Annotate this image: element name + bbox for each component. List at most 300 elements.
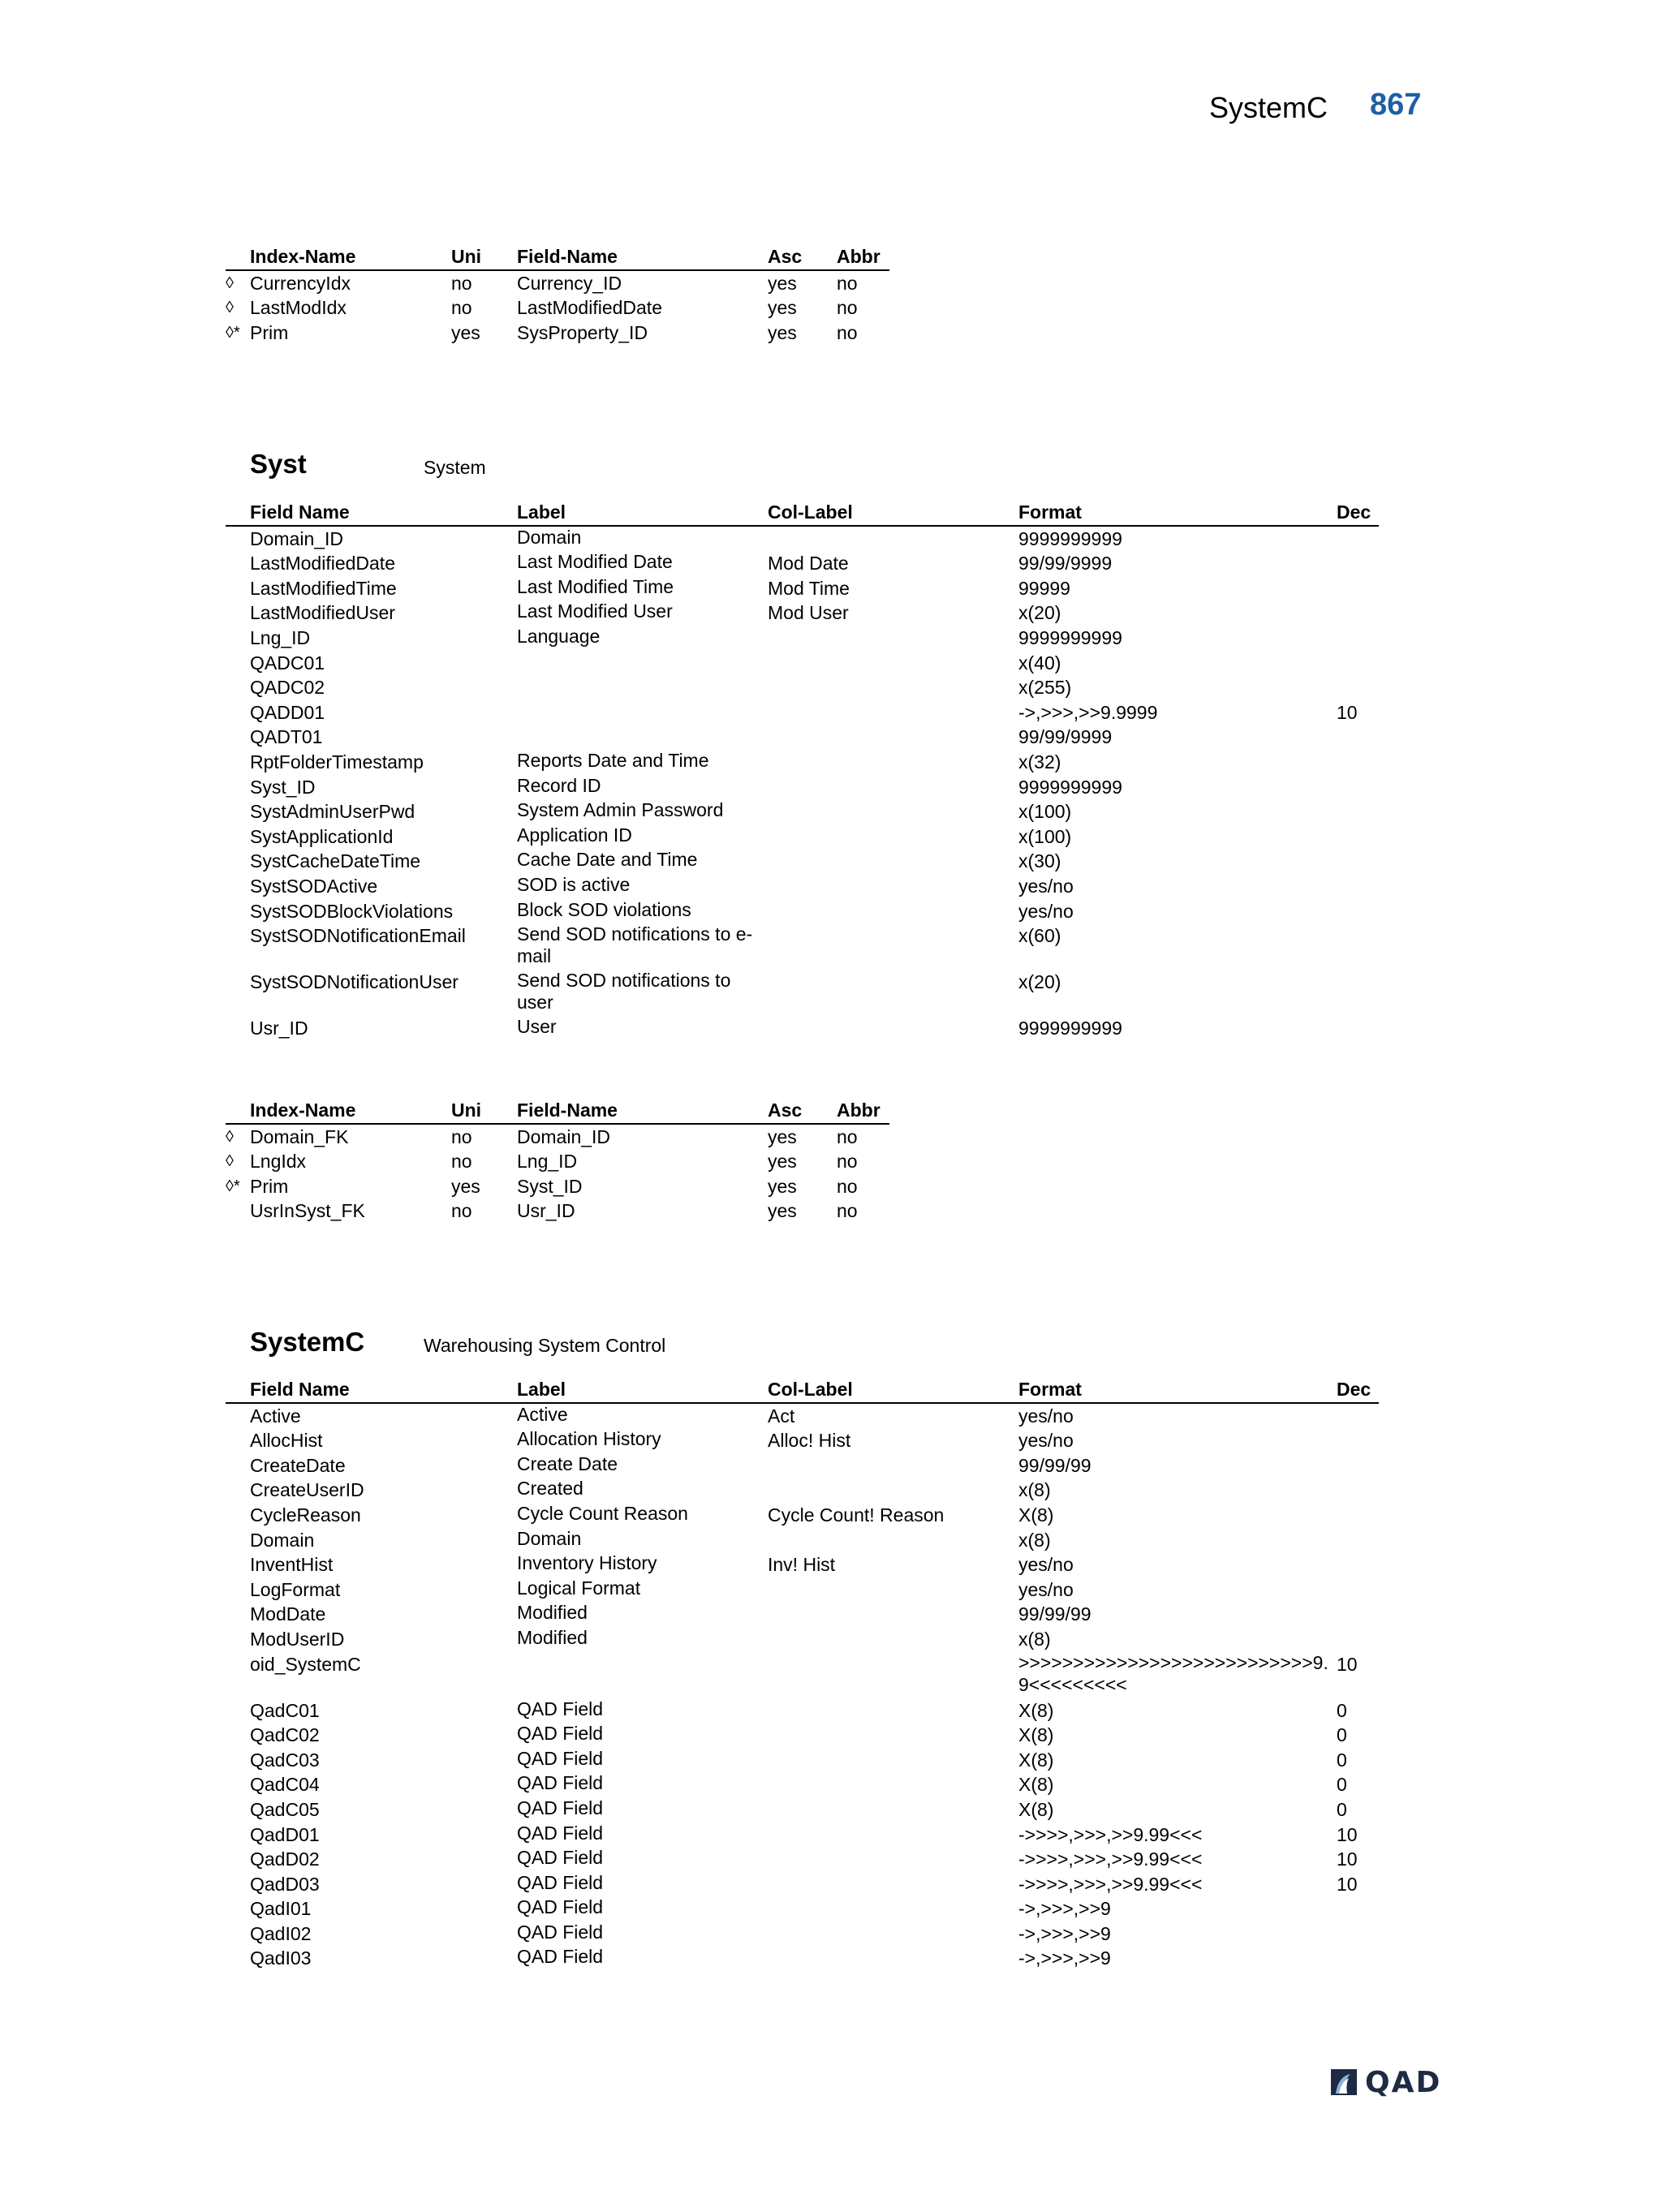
row-spacer bbox=[226, 651, 250, 676]
field-col-label bbox=[768, 526, 1018, 552]
row-spacer bbox=[226, 600, 250, 626]
field-decimals bbox=[1337, 600, 1379, 626]
field-decimals bbox=[1337, 1528, 1379, 1553]
index-unique: no bbox=[451, 272, 472, 294]
field-col-label bbox=[768, 675, 1018, 700]
field-col-label: Alloc! Hist bbox=[768, 1430, 851, 1452]
field-label: Reports Date and Time bbox=[517, 749, 709, 771]
field-row bbox=[226, 1772, 1379, 1797]
row-spacer bbox=[226, 1698, 250, 1724]
row-spacer bbox=[226, 1552, 250, 1577]
index-field-name: Lng_ID bbox=[517, 1151, 578, 1173]
col-field-name: Field-Name bbox=[517, 246, 618, 267]
field-format: X(8) bbox=[1018, 1749, 1054, 1771]
field-format: x(20) bbox=[1018, 602, 1061, 624]
field-format: ->,>>>,>>9 bbox=[1018, 1922, 1111, 1944]
field-format: x(40) bbox=[1018, 652, 1061, 673]
field-format: 9999999999 bbox=[1018, 776, 1122, 798]
field-decimals: 0 bbox=[1337, 1749, 1347, 1771]
field-col-label bbox=[768, 1698, 1018, 1724]
field-col-label bbox=[768, 970, 1018, 1016]
field-col-label bbox=[768, 1896, 1018, 1922]
field-decimals bbox=[1337, 725, 1379, 750]
row-spacer bbox=[226, 923, 250, 970]
field-row bbox=[226, 874, 1379, 899]
field-col-label bbox=[768, 824, 1018, 850]
index-unique: no bbox=[451, 1151, 472, 1173]
field-col-label bbox=[768, 1847, 1018, 1872]
field-name: QadC03 bbox=[250, 1749, 320, 1771]
field-row bbox=[226, 600, 1379, 626]
row-spacer bbox=[226, 551, 250, 576]
field-name: SystSODNotificationEmail bbox=[250, 925, 466, 947]
field-row bbox=[226, 750, 1379, 775]
field-row bbox=[226, 626, 1379, 651]
field-col-label: Inv! Hist bbox=[768, 1554, 836, 1576]
row-spacer bbox=[226, 750, 250, 775]
field-decimals: 10 bbox=[1337, 701, 1358, 723]
col-field-name: Field Name bbox=[250, 501, 350, 523]
field-col-label bbox=[768, 725, 1018, 750]
field-col-label bbox=[768, 626, 1018, 651]
field-format: ->,>>>,>>9.9999 bbox=[1018, 701, 1158, 723]
row-spacer bbox=[226, 1528, 250, 1553]
field-label: Language bbox=[517, 625, 601, 647]
field-decimals bbox=[1337, 1577, 1379, 1603]
field-decimals bbox=[1337, 1428, 1379, 1453]
field-name: SystSODNotificationUser bbox=[250, 971, 459, 993]
row-spacer bbox=[226, 1577, 250, 1603]
field-col-label bbox=[768, 1748, 1018, 1773]
field-col-label bbox=[768, 700, 1018, 725]
field-format: yes/no bbox=[1018, 1405, 1074, 1427]
field-label: QAD Field bbox=[517, 1822, 604, 1844]
row-spacer bbox=[226, 526, 250, 552]
field-col-label bbox=[768, 1723, 1018, 1748]
index-field-name: LastModifiedDate bbox=[517, 297, 662, 319]
field-name: QADC02 bbox=[250, 677, 325, 699]
field-row bbox=[226, 1797, 1379, 1823]
field-label: Last Modified User bbox=[517, 600, 673, 622]
field-format: x(8) bbox=[1018, 1529, 1051, 1551]
row-spacer bbox=[226, 799, 250, 824]
page-number: 867 bbox=[1370, 88, 1422, 122]
index-name: Prim bbox=[250, 1175, 289, 1197]
field-col-label: Mod Time bbox=[768, 577, 850, 599]
field-label: Modified bbox=[517, 1602, 588, 1624]
field-decimals bbox=[1337, 1478, 1379, 1503]
field-col-label bbox=[768, 874, 1018, 899]
field-format: X(8) bbox=[1018, 1724, 1054, 1746]
field-format: ->,>>>,>>9 bbox=[1018, 1898, 1111, 1920]
field-decimals: 0 bbox=[1337, 1724, 1347, 1746]
field-row bbox=[226, 576, 1379, 601]
col-format: Format bbox=[1018, 501, 1082, 523]
index-marker: ◊ bbox=[226, 299, 234, 317]
index-ascending: yes bbox=[768, 1125, 797, 1147]
field-name: Lng_ID bbox=[250, 626, 311, 648]
field-label bbox=[517, 651, 768, 676]
row-spacer bbox=[226, 700, 250, 725]
field-format: yes/no bbox=[1018, 1578, 1074, 1600]
field-col-label bbox=[768, 1946, 1018, 1971]
col-field-name: Field-Name bbox=[517, 1100, 618, 1121]
col-abbr: Abbr bbox=[837, 1100, 881, 1121]
field-name: oid_SystemC bbox=[250, 1653, 361, 1675]
field-name: QadI01 bbox=[250, 1898, 312, 1920]
field-decimals bbox=[1337, 651, 1379, 676]
index-ascending: yes bbox=[768, 1175, 797, 1197]
field-label: User bbox=[517, 1016, 557, 1038]
col-uni: Uni bbox=[451, 246, 482, 267]
field-format: 99/99/9999 bbox=[1018, 726, 1113, 748]
field-decimals bbox=[1337, 526, 1379, 552]
field-format: >>>>>>>>>>>>>>>>>>>>>>>>>>>9.9<<<<<<<<< bbox=[1018, 1651, 1328, 1695]
field-label: QAD Field bbox=[517, 1946, 604, 1968]
qad-logo-text: QAD bbox=[1365, 2066, 1442, 2099]
field-label: Modified bbox=[517, 1626, 588, 1648]
col-dec: Dec bbox=[1337, 501, 1371, 523]
field-label bbox=[517, 675, 768, 700]
col-label: Label bbox=[517, 1379, 566, 1400]
field-header-row bbox=[226, 1377, 1379, 1403]
index-abbreviated: no bbox=[837, 297, 858, 319]
index-abbreviated: no bbox=[837, 1200, 858, 1222]
field-decimals: 10 bbox=[1337, 1873, 1358, 1895]
field-name: Active bbox=[250, 1405, 301, 1427]
field-label: Last Modified Date bbox=[517, 551, 673, 573]
field-format: ->>>>,>>>,>>9.99<<< bbox=[1018, 1823, 1203, 1845]
field-row bbox=[226, 923, 1379, 970]
index-ascending: yes bbox=[768, 297, 797, 319]
row-spacer bbox=[226, 1748, 250, 1773]
field-col-label bbox=[768, 1016, 1018, 1041]
field-decimals bbox=[1337, 551, 1379, 576]
field-name: QadD01 bbox=[250, 1823, 320, 1845]
row-spacer bbox=[226, 824, 250, 850]
row-spacer bbox=[226, 1723, 250, 1748]
row-spacer bbox=[226, 1503, 250, 1528]
col-index-name: Index-Name bbox=[250, 1100, 356, 1121]
field-name: SystCacheDateTime bbox=[250, 850, 421, 872]
field-row bbox=[226, 824, 1379, 850]
index-name: Domain_FK bbox=[250, 1125, 349, 1147]
index-abbreviated: no bbox=[837, 1125, 858, 1147]
index-marker: ◊ bbox=[226, 273, 234, 292]
field-decimals bbox=[1337, 1503, 1379, 1528]
field-row bbox=[226, 526, 1379, 552]
field-row bbox=[226, 1627, 1379, 1652]
page-header bbox=[1209, 88, 1428, 128]
field-col-label bbox=[768, 1872, 1018, 1897]
field-name: InventHist bbox=[250, 1554, 334, 1576]
field-format: ->>>>,>>>,>>9.99<<< bbox=[1018, 1873, 1203, 1895]
field-row bbox=[226, 551, 1379, 576]
field-format: X(8) bbox=[1018, 1699, 1054, 1721]
index-marker: ◊* bbox=[226, 323, 240, 342]
field-row bbox=[226, 1823, 1379, 1848]
index-marker: ◊* bbox=[226, 1177, 240, 1195]
field-row bbox=[226, 1946, 1379, 1971]
field-col-label bbox=[768, 1823, 1018, 1848]
field-decimals: 0 bbox=[1337, 1699, 1347, 1721]
col-col-label: Col-Label bbox=[768, 1379, 853, 1400]
row-spacer bbox=[226, 1823, 250, 1848]
index-name: UsrInSyst_FK bbox=[250, 1200, 365, 1222]
field-label: QAD Field bbox=[517, 1723, 604, 1745]
row-spacer bbox=[226, 1428, 250, 1453]
field-decimals bbox=[1337, 899, 1379, 924]
col-abbr: Abbr bbox=[837, 246, 881, 267]
index-ascending: yes bbox=[768, 1200, 797, 1222]
field-format: yes/no bbox=[1018, 1430, 1074, 1452]
field-format: 99/99/9999 bbox=[1018, 553, 1113, 575]
field-name: RptFolderTimestamp bbox=[250, 751, 424, 772]
field-label: QAD Field bbox=[517, 1896, 604, 1918]
field-label: Created bbox=[517, 1478, 583, 1500]
index-field-name: Currency_ID bbox=[517, 272, 622, 294]
index-row bbox=[226, 295, 889, 321]
field-label: Block SOD violations bbox=[517, 898, 691, 920]
field-label: Logical Format bbox=[517, 1577, 641, 1599]
col-asc: Asc bbox=[768, 246, 803, 267]
index-header-row bbox=[226, 1098, 889, 1124]
index-ascending: yes bbox=[768, 272, 797, 294]
table-description: System bbox=[424, 457, 486, 478]
index-row bbox=[226, 1199, 889, 1224]
field-name: Usr_ID bbox=[250, 1018, 308, 1039]
field-decimals bbox=[1337, 1946, 1379, 1971]
field-label bbox=[517, 1652, 768, 1698]
table-title: SystemC bbox=[250, 1327, 365, 1357]
row-spacer bbox=[226, 1627, 250, 1652]
field-format: 99/99/99 bbox=[1018, 1603, 1091, 1625]
field-col-label: Act bbox=[768, 1405, 795, 1427]
field-decimals: 10 bbox=[1337, 1653, 1358, 1675]
index-unique: no bbox=[451, 1200, 472, 1222]
index-unique: yes bbox=[451, 321, 480, 343]
field-row bbox=[226, 899, 1379, 924]
col-index-name: Index-Name bbox=[250, 246, 356, 267]
field-col-label bbox=[768, 1797, 1018, 1823]
field-name: QADC01 bbox=[250, 652, 325, 673]
field-decimals bbox=[1337, 799, 1379, 824]
field-table-systemc bbox=[226, 1377, 1379, 1971]
field-label: Application ID bbox=[517, 824, 632, 846]
field-name: SystAdminUserPwd bbox=[250, 801, 416, 823]
field-format: x(30) bbox=[1018, 850, 1061, 872]
field-decimals bbox=[1337, 1896, 1379, 1922]
field-col-label bbox=[768, 750, 1018, 775]
field-label: Cache Date and Time bbox=[517, 849, 698, 871]
field-format: x(60) bbox=[1018, 925, 1061, 947]
table-title: Syst bbox=[250, 449, 307, 479]
row-spacer bbox=[226, 1847, 250, 1872]
field-col-label bbox=[768, 1772, 1018, 1797]
field-row bbox=[226, 700, 1379, 725]
field-row bbox=[226, 775, 1379, 800]
field-name: LastModifiedUser bbox=[250, 602, 395, 624]
field-label bbox=[517, 725, 768, 750]
index-row bbox=[226, 1174, 889, 1199]
field-row bbox=[226, 1016, 1379, 1041]
row-spacer bbox=[226, 1922, 250, 1947]
field-col-label bbox=[768, 651, 1018, 676]
field-col-label: Cycle Count! Reason bbox=[768, 1504, 945, 1526]
field-format: x(100) bbox=[1018, 825, 1072, 847]
field-format: 9999999999 bbox=[1018, 527, 1122, 549]
field-row bbox=[226, 1428, 1379, 1453]
field-name: Syst_ID bbox=[250, 776, 316, 798]
index-row bbox=[226, 1124, 889, 1150]
field-name: LogFormat bbox=[250, 1578, 341, 1600]
field-col-label bbox=[768, 1652, 1018, 1698]
field-name: LastModifiedDate bbox=[250, 553, 395, 575]
field-format: x(8) bbox=[1018, 1628, 1051, 1650]
field-decimals bbox=[1337, 775, 1379, 800]
row-spacer bbox=[226, 849, 250, 874]
field-name: CreateUserID bbox=[250, 1479, 364, 1501]
field-format: x(32) bbox=[1018, 751, 1061, 772]
row-spacer bbox=[226, 1016, 250, 1041]
field-name: QadD03 bbox=[250, 1873, 320, 1895]
field-col-label bbox=[768, 775, 1018, 800]
row-spacer bbox=[226, 1772, 250, 1797]
field-row bbox=[226, 1896, 1379, 1922]
field-decimals bbox=[1337, 1453, 1379, 1478]
field-row bbox=[226, 1503, 1379, 1528]
index-unique: no bbox=[451, 297, 472, 319]
field-label: QAD Field bbox=[517, 1847, 604, 1869]
row-spacer bbox=[226, 1797, 250, 1823]
field-format: 99999 bbox=[1018, 577, 1070, 599]
field-col-label bbox=[768, 799, 1018, 824]
field-label: Allocation History bbox=[517, 1428, 661, 1450]
field-label: Domain bbox=[517, 526, 582, 548]
field-col-label bbox=[768, 1528, 1018, 1553]
field-format: 99/99/99 bbox=[1018, 1454, 1091, 1476]
field-name: QadC04 bbox=[250, 1774, 320, 1796]
field-format: 9999999999 bbox=[1018, 626, 1122, 648]
field-col-label: Mod User bbox=[768, 602, 849, 624]
field-name: CreateDate bbox=[250, 1454, 346, 1476]
field-name: CycleReason bbox=[250, 1504, 361, 1526]
field-label: QAD Field bbox=[517, 1698, 604, 1719]
field-col-label bbox=[768, 1478, 1018, 1503]
field-name: QadD02 bbox=[250, 1848, 320, 1870]
index-ascending: yes bbox=[768, 1151, 797, 1173]
row-spacer bbox=[226, 725, 250, 750]
field-format: X(8) bbox=[1018, 1774, 1054, 1796]
field-row bbox=[226, 1453, 1379, 1478]
field-label: Record ID bbox=[517, 774, 601, 796]
index-name: LastModIdx bbox=[250, 297, 347, 319]
field-name: QadC02 bbox=[250, 1724, 320, 1746]
qad-logo bbox=[1328, 2066, 1449, 2098]
index-row bbox=[226, 321, 889, 346]
index-field-name: Syst_ID bbox=[517, 1175, 583, 1197]
index-abbreviated: no bbox=[837, 272, 858, 294]
field-decimals: 0 bbox=[1337, 1774, 1347, 1796]
field-row bbox=[226, 1922, 1379, 1947]
field-label: Inventory History bbox=[517, 1552, 657, 1574]
field-row bbox=[226, 1552, 1379, 1577]
col-label: Label bbox=[517, 501, 566, 523]
field-decimals: 10 bbox=[1337, 1848, 1358, 1870]
row-spacer bbox=[226, 675, 250, 700]
field-name: Domain bbox=[250, 1529, 315, 1551]
field-format: 9999999999 bbox=[1018, 1018, 1122, 1039]
field-col-label bbox=[768, 849, 1018, 874]
field-format: ->>>>,>>>,>>9.99<<< bbox=[1018, 1848, 1203, 1870]
field-decimals bbox=[1337, 849, 1379, 874]
field-row bbox=[226, 1847, 1379, 1872]
field-label: System Admin Password bbox=[517, 799, 724, 821]
field-label: Cycle Count Reason bbox=[517, 1502, 688, 1524]
field-row bbox=[226, 1403, 1379, 1429]
field-row bbox=[226, 970, 1379, 1016]
index-field-name: Usr_ID bbox=[517, 1200, 575, 1222]
index-abbreviated: no bbox=[837, 321, 858, 343]
row-spacer bbox=[226, 970, 250, 1016]
row-spacer bbox=[226, 775, 250, 800]
field-name: SystSODBlockViolations bbox=[250, 900, 454, 922]
field-name: QADT01 bbox=[250, 726, 323, 748]
field-label: Send SOD notifications to user bbox=[517, 970, 731, 1013]
index-field-name: SysProperty_ID bbox=[517, 321, 648, 343]
field-label bbox=[517, 700, 768, 725]
field-row bbox=[226, 651, 1379, 676]
field-row bbox=[226, 1602, 1379, 1627]
field-format: X(8) bbox=[1018, 1504, 1054, 1526]
field-row bbox=[226, 1577, 1379, 1603]
field-decimals bbox=[1337, 970, 1379, 1016]
field-label: Last Modified Time bbox=[517, 575, 674, 597]
index-name: LngIdx bbox=[250, 1151, 307, 1173]
field-decimals bbox=[1337, 1922, 1379, 1947]
field-label: Domain bbox=[517, 1527, 582, 1549]
index-unique: yes bbox=[451, 1175, 480, 1197]
field-decimals bbox=[1337, 626, 1379, 651]
field-row bbox=[226, 1478, 1379, 1503]
field-format: ->,>>>,>>9 bbox=[1018, 1947, 1111, 1969]
field-format: x(255) bbox=[1018, 677, 1072, 699]
field-decimals bbox=[1337, 750, 1379, 775]
index-abbreviated: no bbox=[837, 1175, 858, 1197]
field-name: LastModifiedTime bbox=[250, 577, 397, 599]
field-format: yes/no bbox=[1018, 875, 1074, 897]
row-spacer bbox=[226, 1403, 250, 1429]
col-col-label: Col-Label bbox=[768, 501, 853, 523]
row-spacer bbox=[226, 899, 250, 924]
field-decimals bbox=[1337, 1602, 1379, 1627]
field-row bbox=[226, 1748, 1379, 1773]
col-uni: Uni bbox=[451, 1100, 482, 1121]
index-table-property bbox=[226, 244, 889, 345]
field-label: QAD Field bbox=[517, 1797, 604, 1818]
field-name: SystApplicationId bbox=[250, 825, 394, 847]
field-format: yes/no bbox=[1018, 1554, 1074, 1576]
field-col-label: Mod Date bbox=[768, 553, 849, 575]
field-format: x(20) bbox=[1018, 971, 1061, 993]
field-header-row bbox=[226, 500, 1379, 526]
field-label: SOD is active bbox=[517, 873, 631, 895]
field-name: AllocHist bbox=[250, 1430, 323, 1452]
row-spacer bbox=[226, 874, 250, 899]
field-name: QadC01 bbox=[250, 1699, 320, 1721]
field-name: QadI02 bbox=[250, 1922, 312, 1944]
field-name: QADD01 bbox=[250, 701, 325, 723]
